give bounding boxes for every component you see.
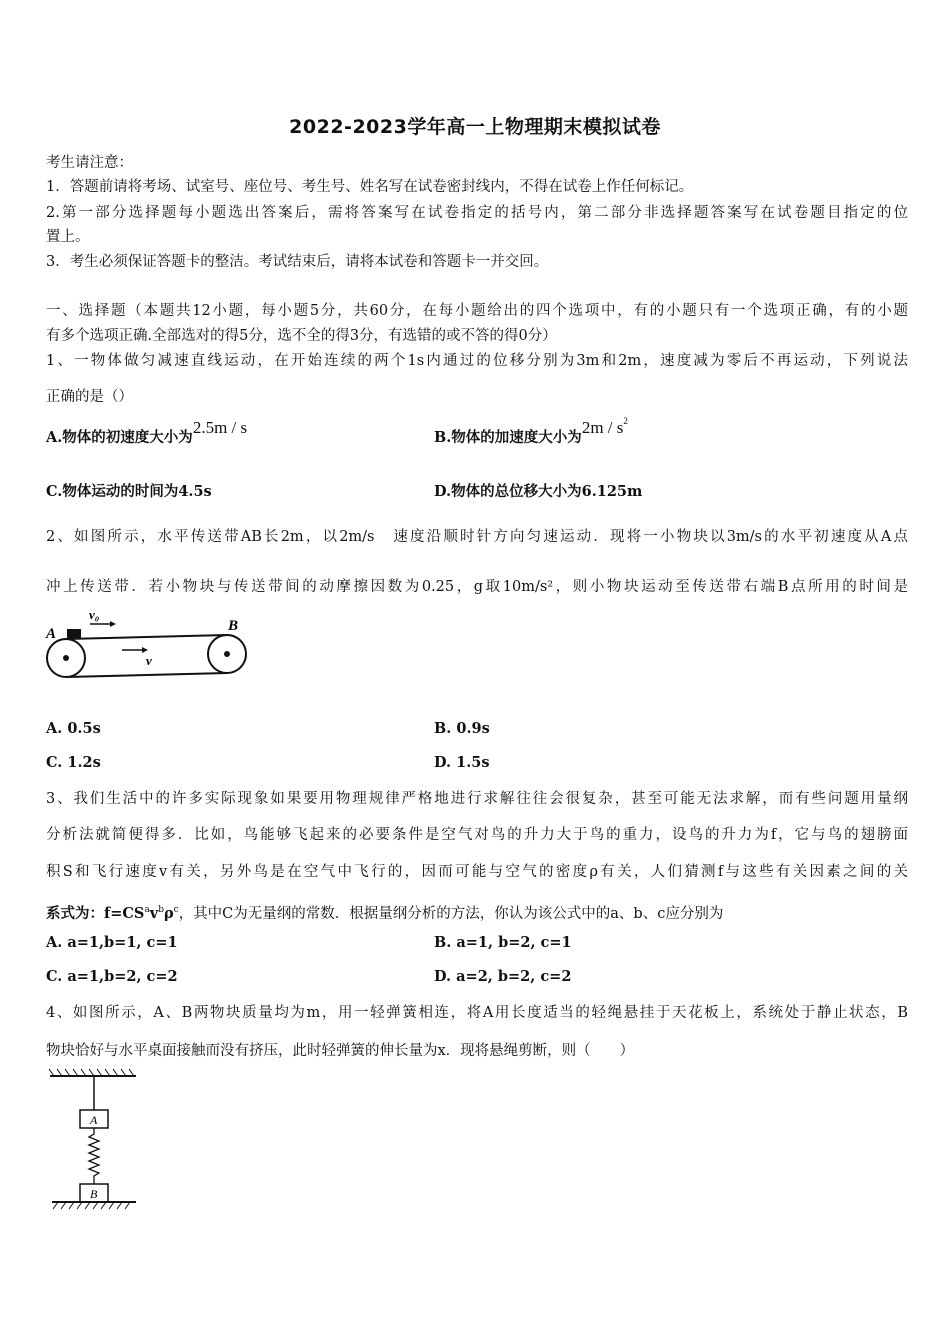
label-a: A — [46, 626, 57, 642]
q3-stem-line4: 系式为：$f=CS^av^b\rho^c$，其中C为无量纲的常数．根据量纲分析的方法，你认为该公式中的a、b、c应分别为 — [46, 904, 724, 922]
conveyor-belt-figure — [40, 610, 255, 685]
q2-option-a[interactable]: A. 0.5s — [46, 720, 101, 737]
q2-option-b[interactable]: B. 0.9s — [434, 720, 490, 737]
q1-option-b-math: 2m / s — [581, 418, 624, 437]
q1-option-a-math: 2.5m / s — [192, 418, 248, 437]
notice-item-3: 3．考生必须保证答题卡的整洁。考试结束后，请将本试卷和答题卡一并交回。 — [46, 254, 549, 270]
label-block-b: B — [90, 1187, 98, 1201]
q1-option-c[interactable]: C.物体运动的时间为4.5s — [46, 483, 212, 500]
q1-option-b-sup: 2 — [623, 416, 628, 427]
q1-stem-line1: 1、一物体做匀减速直线运动，在开始连续的两个1s内通过的位移分别为3m和2m，速度减为零后不再运动，下列说法 — [46, 353, 908, 369]
q2-stem-line2: 冲上传送带．若小物块与传送带间的动摩擦因数为0.25，g取10m/s²，则小物块运动至传送带右端B点所用的时间是 — [46, 579, 908, 595]
q2-stem-line1: 2、如图所示，水平传送带AB长2m，以2m/s 速度沿顺时针方向匀速运动．现将一小物块以3m/s的水平初速度从A点 — [46, 529, 908, 545]
label-b: B — [228, 618, 239, 634]
notice-item-2: 2.第一部分选择题每小题选出答案后，需将答案写在试卷指定的括号内，第二部分非选择题答案写在试卷题目指定的位 — [46, 205, 908, 221]
page-title: 2022-2023学年高一上物理期末模拟试卷 — [289, 116, 661, 138]
section-intro-line2: 有多个选项正确.全部选对的得5分，选不全的得3分，有选错的或不答的得0分） — [46, 328, 557, 344]
notice-item-1: 1．答题前请将考场、试室号、座位号、考生号、姓名写在试卷密封线内，不得在试卷上作任何标记。 — [46, 179, 694, 195]
q2-option-c[interactable]: C. 1.2s — [46, 754, 101, 771]
spring-blocks-figure — [44, 1066, 144, 1216]
label-v0: v₀ — [89, 610, 100, 622]
label-v: v — [146, 653, 152, 668]
q1-option-d[interactable]: D.物体的总位移大小为6.125m — [434, 483, 643, 500]
notice-heading: 考生请注意： — [46, 155, 133, 171]
label-block-a: A — [90, 1113, 98, 1127]
q1-option-a[interactable] — [46, 418, 248, 447]
q4-stem-line1: 4、如图所示，A、B两物块质量均为m，用一轻弹簧相连，将A用长度适当的轻绳悬挂于天花板上，系统处于静止状态，B — [46, 1005, 908, 1021]
q3-option-c[interactable]: C. a=1,b=2, c=2 — [46, 968, 178, 985]
notice-item-2-cont: 置上。 — [46, 229, 90, 245]
section-intro-line1: 一、选择题（本题共12小题，每小题5分，共60分，在每小题给出的四个选项中，有的小题只有一个选项正确，有的小题 — [46, 303, 908, 319]
q1-option-b[interactable] — [434, 416, 628, 447]
q4-stem-line2: 物块恰好与水平桌面接触而没有挤压，此时轻弹簧的伸长量为x．现将悬绳剪断，则（ ） — [46, 1043, 635, 1059]
q2-option-d[interactable]: D. 1.5s — [434, 754, 490, 771]
q1-option-b-text: B.物体的加速度大小为 — [434, 429, 582, 446]
q3-option-d[interactable]: D. a=2, b=2, c=2 — [434, 968, 572, 985]
q3-option-a[interactable]: A. a=1,b=1, c=1 — [46, 934, 178, 951]
spring — [89, 1128, 99, 1184]
q3-stem-line1: 3、我们生活中的许多实际现象如果要用物理规律严格地进行求解往往会很复杂，甚至可能无法求解，而有些问题用量纲 — [46, 791, 908, 807]
q1-stem-line2: 正确的是（） — [46, 389, 133, 405]
q3-stem-line2: 分析法就简便得多．比如，鸟能够飞起来的必要条件是空气对鸟的升力大于鸟的重力，设鸟的升力为f，它与鸟的翅膀面 — [46, 827, 908, 843]
block — [67, 629, 81, 639]
q1-option-a-text: A.物体的初速度大小为 — [46, 429, 193, 446]
q3-option-b[interactable]: B. a=1, b=2, c=1 — [434, 934, 572, 951]
q3-stem-line3: 积S和飞行速度v有关，另外鸟是在空气中飞行的，因而可能与空气的密度ρ有关，人们猜测f与这些有关因素之间的关 — [46, 864, 908, 880]
